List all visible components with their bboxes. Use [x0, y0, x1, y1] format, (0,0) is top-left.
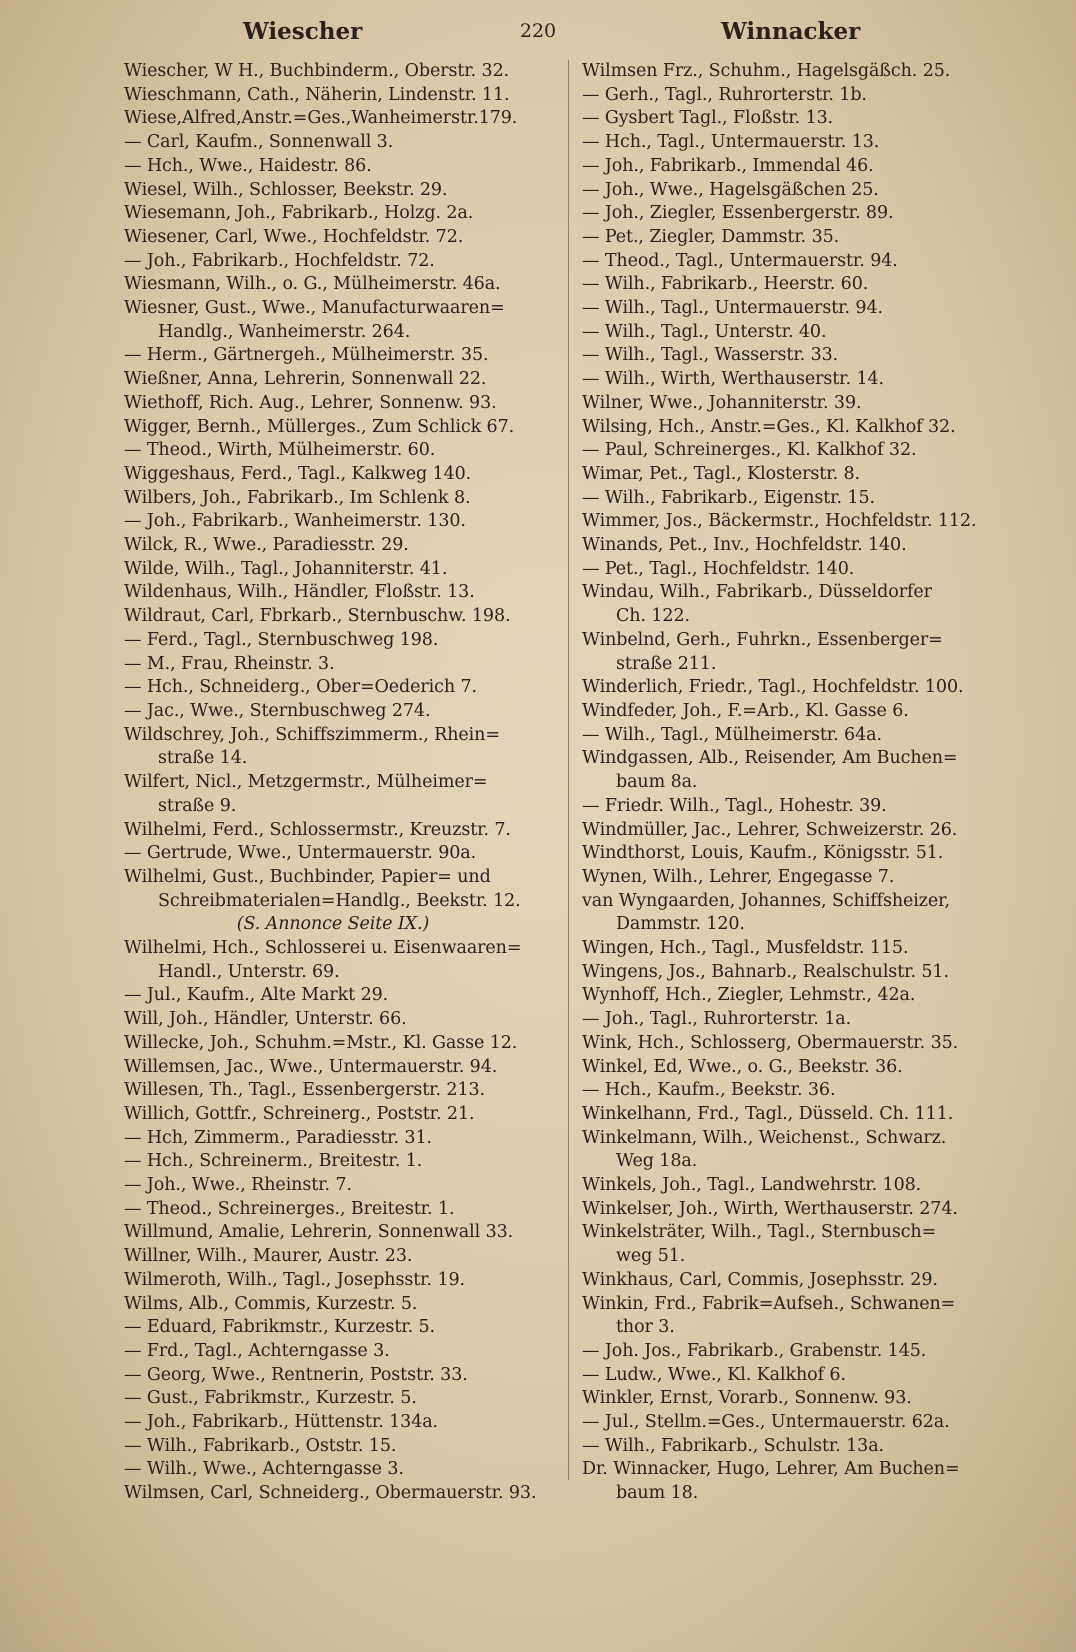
left-column — [124, 60, 542, 1506]
directory-entry — [124, 131, 542, 155]
directory-entry — [124, 771, 542, 818]
directory-entry — [124, 534, 542, 558]
directory-entry — [124, 487, 542, 511]
directory-entry — [124, 1364, 542, 1388]
entry-line: Wiesmann, Wilh., o. G., Mülheimerstr. 46a. — [124, 274, 501, 295]
entry-line: — Hch, Zimmerm., Paradiesstr. 31. — [124, 1127, 432, 1148]
directory-entry — [582, 1221, 1014, 1268]
directory-entry — [582, 1340, 1014, 1364]
directory-entry — [124, 510, 542, 534]
entry-line: Wiesener, Carl, Wwe., Hochfeldstr. 72. — [124, 226, 464, 247]
entry-line: — Hch., Schneiderg., Ober=Oederich 7. — [124, 677, 477, 698]
directory-entry — [582, 819, 1014, 843]
directory-entry — [582, 297, 1014, 321]
entry-line: — Pet., Ziegler, Dammstr. 35. — [582, 226, 840, 247]
entry-line: — Wilh., Fabrikarb., Oststr. 15. — [124, 1435, 397, 1456]
entry-line: Wilhelmi, Gust., Buchbinder, Papier= und — [124, 866, 491, 887]
directory-entry — [124, 819, 542, 843]
directory-entry — [124, 937, 542, 984]
entry-line: — Georg, Wwe., Rentnerin, Poststr. 33. — [124, 1364, 468, 1385]
directory-entry — [124, 1482, 542, 1506]
entry-line: Wilms, Alb., Commis, Kurzestr. 5. — [124, 1293, 418, 1314]
entry-line: Ch. 122. — [616, 606, 690, 627]
directory-entry — [582, 795, 1014, 819]
directory-entry — [124, 1458, 542, 1482]
entry-line: — Wilh., Tagl., Untermauerstr. 94. — [582, 298, 883, 319]
entry-line: Wilhelmi, Ferd., Schlossermstr., Kreuzstr. 7. — [124, 819, 511, 840]
directory-entry — [582, 392, 1014, 416]
entry-line: — Paul, Schreinerges., Kl. Kalkhof 32. — [582, 440, 917, 461]
entry-line: Wildraut, Carl, Fbrkarb., Sternbuschw. 198. — [124, 606, 511, 627]
entry-line: Wilmeroth, Wilh., Tagl., Josephsstr. 19. — [124, 1269, 465, 1290]
entry-line: Winkler, Ernst, Vorarb., Sonnenw. 93. — [582, 1388, 912, 1409]
entry-line: — Joh., Fabrikarb., Wanheimerstr. 130. — [124, 511, 466, 532]
directory-entry — [582, 463, 1014, 487]
entry-line: — Joh. Jos., Fabrikarb., Grabenstr. 145. — [582, 1340, 927, 1361]
entry-line: Winkel, Ed, Wwe., o. G., Beekstr. 36. — [582, 1056, 903, 1077]
entry-line: — M., Frau, Rheinstr. 3. — [124, 653, 335, 674]
directory-entry — [582, 866, 1014, 890]
directory-entry — [582, 1079, 1014, 1103]
entry-line: Wynhoff, Hch., Ziegler, Lehmstr., 42a. — [582, 985, 916, 1006]
directory-entry — [124, 202, 542, 226]
directory-entry — [124, 866, 542, 913]
directory-entry — [124, 605, 542, 629]
directory-entry — [582, 890, 1014, 937]
entry-line: Windfeder, Joh., F.=Arb., Kl. Gasse 6. — [582, 700, 909, 721]
directory-entry — [582, 1364, 1014, 1388]
entry-line: Dammstr. 120. — [616, 914, 745, 935]
entry-line: — Joh., Wwe., Rheinstr. 7. — [124, 1175, 352, 1196]
entry-line: — Theod., Wirth, Mülheimerstr. 60. — [124, 440, 436, 461]
entry-line: — Theod., Schreinerges., Breitestr. 1. — [124, 1198, 455, 1219]
directory-entry — [124, 1340, 542, 1364]
entry-line: Wimmer, Jos., Bäckermstr., Hochfeldstr. 112. — [582, 511, 977, 532]
directory-entry — [124, 155, 542, 179]
directory-entry — [124, 463, 542, 487]
directory-entry — [582, 700, 1014, 724]
directory-entry — [124, 1056, 542, 1080]
entry-line: — Gust., Fabrikmstr., Kurzestr. 5. — [124, 1388, 417, 1409]
entry-line: Wildenhaus, Wilh., Händler, Floßstr. 13. — [124, 582, 475, 603]
directory-entry — [124, 107, 542, 131]
directory-entry — [582, 984, 1014, 1008]
entry-line: Wingens, Jos., Bahnarb., Realschulstr. 51. — [582, 961, 949, 982]
entry-line: Wiese,Alfred,Anstr.=Ges.,Wanheimerstr.179. — [124, 108, 518, 129]
entry-line: Winkelsträter, Wilh., Tagl., Sternbusch= — [582, 1222, 937, 1243]
entry-line: — Hch., Tagl., Untermauerstr. 13. — [582, 132, 880, 153]
entry-line: Winbelnd, Gerh., Fuhrkn., Essenberger= — [582, 629, 943, 650]
directory-entry — [124, 629, 542, 653]
entry-line: Willecke, Joh., Schuhm.=Mstr., Kl. Gasse 12. — [124, 1032, 518, 1053]
entry-line: — Joh., Tagl., Ruhrorterstr. 1a. — [582, 1009, 852, 1030]
entry-line: Weg 18a. — [616, 1151, 698, 1172]
directory-entry — [124, 1245, 542, 1269]
entry-line: Wynen, Wilh., Lehrer, Engegasse 7. — [582, 866, 895, 887]
directory-entry — [582, 534, 1014, 558]
entry-line: Wilhelmi, Hch., Schlosserei u. Eisenwaaren= — [124, 938, 522, 959]
directory-entry — [582, 1103, 1014, 1127]
entry-line: — Hch., Kaufm., Beekstr. 36. — [582, 1080, 836, 1101]
entry-line: — Wilh., Fabrikarb., Eigenstr. 15. — [582, 487, 875, 508]
entry-line: (S. Annonce Seite IX.) — [236, 914, 430, 935]
directory-entry — [582, 1127, 1014, 1174]
entry-line: Windgassen, Alb., Reisender, Am Buchen= — [582, 748, 958, 769]
entry-line: — Theod., Tagl., Untermauerstr. 94. — [582, 250, 898, 271]
entry-line: Windau, Wilh., Fabrikarb., Düsseldorfer — [582, 582, 932, 603]
entry-line: Winderlich, Friedr., Tagl., Hochfeldstr. 100. — [582, 677, 964, 698]
directory-entry — [582, 487, 1014, 511]
entry-line: Will, Joh., Händler, Unterstr. 66. — [124, 1009, 407, 1030]
entry-line: Wilde, Wilh., Tagl., Johanniterstr. 41. — [124, 558, 448, 579]
directory-entry — [124, 581, 542, 605]
directory-entry — [582, 155, 1014, 179]
directory-entry — [582, 1056, 1014, 1080]
entry-line: — Pet., Tagl., Hochfeldstr. 140. — [582, 558, 855, 579]
entry-line: — Jul., Stellm.=Ges., Untermauerstr. 62a. — [582, 1412, 950, 1433]
entry-line: Handlg., Wanheimerstr. 264. — [158, 321, 411, 342]
directory-entry — [582, 1269, 1014, 1293]
entry-line: Wiescher, W H., Buchbinderm., Oberstr. 32. — [124, 61, 510, 81]
directory-entry — [124, 984, 542, 1008]
directory-entry — [124, 1103, 542, 1127]
directory-entry — [582, 321, 1014, 345]
entry-line: Wilmsen Frz., Schuhm., Hagelsgäßch. 25. — [582, 61, 951, 81]
directory-entry — [582, 60, 1014, 84]
directory-entry — [582, 1435, 1014, 1459]
entry-line: — Joh., Fabrikarb., Hochfeldstr. 72. — [124, 250, 435, 271]
directory-entry — [124, 700, 542, 724]
entry-line: Wilner, Wwe., Johanniterstr. 39. — [582, 392, 862, 413]
entry-line: baum 18. — [616, 1483, 699, 1504]
entry-line: Wiesemann, Joh., Fabrikarb., Holzg. 2a. — [124, 203, 474, 224]
entry-line: Wink, Hch., Schlosserg, Obermauerstr. 35. — [582, 1032, 959, 1053]
directory-entry — [582, 676, 1014, 700]
entry-line: — Gerh., Tagl., Ruhrorterstr. 1b. — [582, 84, 867, 105]
entry-line: Wildschrey, Joh., Schiffszimmerm., Rhein= — [124, 724, 500, 745]
entry-line: Winkin, Frd., Fabrik=Aufseh., Schwanen= — [582, 1293, 956, 1314]
directory-entry — [582, 842, 1014, 866]
entry-line: — Ferd., Tagl., Sternbuschweg 198. — [124, 629, 439, 650]
directory-entry — [582, 1198, 1014, 1222]
directory-entry — [582, 581, 1014, 628]
directory-entry — [582, 1387, 1014, 1411]
directory-entry — [124, 913, 542, 937]
entry-line: — Frd., Tagl., Achterngasse 3. — [124, 1340, 390, 1361]
directory-entry — [124, 250, 542, 274]
entry-line: Winkhaus, Carl, Commis, Josephsstr. 29. — [582, 1269, 938, 1290]
directory-entry — [582, 84, 1014, 108]
directory-entry — [124, 226, 542, 250]
directory-entry — [582, 1032, 1014, 1056]
page-number: 220 — [519, 20, 557, 42]
header-right-name: Winnacker — [721, 18, 861, 45]
entry-line: weg 51. — [616, 1246, 686, 1267]
entry-line: — Joh., Fabrikarb., Hüttenstr. 134a. — [124, 1412, 439, 1433]
directory-entry — [582, 937, 1014, 961]
entry-line: Winkelmann, Wilh., Weichenst., Schwarz. — [582, 1127, 947, 1148]
entry-line: Winands, Pet., Inv., Hochfeldstr. 140. — [582, 535, 907, 556]
directory-entry — [124, 1198, 542, 1222]
directory-entry — [124, 368, 542, 392]
directory-entry — [582, 131, 1014, 155]
directory-entry — [582, 961, 1014, 985]
entry-line: Willner, Wilh., Maurer, Austr. 23. — [124, 1246, 413, 1267]
entry-line: — Eduard, Fabrikmstr., Kurzestr. 5. — [124, 1317, 436, 1338]
directory-entry — [582, 107, 1014, 131]
entry-line: — Gertrude, Wwe., Untermauerstr. 90a. — [124, 843, 477, 864]
entry-line: Winkels, Joh., Tagl., Landwehrstr. 108. — [582, 1175, 922, 1196]
entry-line: — Wilh., Wirth, Werthauserstr. 14. — [582, 369, 884, 390]
entry-line: Windmüller, Jac., Lehrer, Schweizerstr. 26. — [582, 819, 958, 840]
directory-entry — [124, 1032, 542, 1056]
directory-entry — [124, 344, 542, 368]
directory-entry — [124, 179, 542, 203]
entry-line: Wilck, R., Wwe., Paradiesstr. 29. — [124, 535, 409, 556]
entry-line: Wiesel, Wilh., Schlosser, Beekstr. 29. — [124, 179, 448, 200]
directory-entry — [582, 747, 1014, 794]
entry-line: Wießner, Anna, Lehrerin, Sonnenwall 22. — [124, 369, 487, 390]
entry-line: — Hch., Schreinerm., Breitestr. 1. — [124, 1151, 423, 1172]
directory-entry — [124, 558, 542, 582]
entry-line: — Wilh., Wwe., Achterngasse 3. — [124, 1459, 404, 1480]
entry-line: — Joh., Wwe., Hagelsgäßchen 25. — [582, 179, 879, 200]
entry-line: Wilsing, Hch., Anstr.=Ges., Kl. Kalkhof 32. — [582, 416, 956, 437]
entry-line: Winkelhann, Frd., Tagl., Düsseld. Ch. 111. — [582, 1103, 954, 1124]
entry-line: baum 8a. — [616, 772, 698, 793]
directory-entry — [582, 1008, 1014, 1032]
directory-entry — [582, 416, 1014, 440]
directory-entry — [124, 1127, 542, 1151]
directory-entry — [124, 676, 542, 700]
directory-entry — [582, 179, 1014, 203]
entry-line: — Jul., Kaufm., Alte Markt 29. — [124, 985, 389, 1006]
entry-line: Willich, Gottfr., Schreinerg., Poststr. 21. — [124, 1103, 475, 1124]
directory-entry — [582, 344, 1014, 368]
entry-line: straße 14. — [158, 748, 248, 769]
entry-line: straße 211. — [616, 653, 717, 674]
directory-entry — [124, 1316, 542, 1340]
directory-entry — [124, 842, 542, 866]
directory-entry — [582, 1293, 1014, 1340]
entry-line: — Ludw., Wwe., Kl. Kalkhof 6. — [582, 1364, 846, 1385]
directory-entry — [124, 60, 542, 84]
directory-entry — [124, 1269, 542, 1293]
directory-entry — [582, 629, 1014, 676]
directory-entry — [124, 297, 542, 344]
directory-entry — [582, 1174, 1014, 1198]
entry-line: Wilbers, Joh., Fabrikarb., Im Schlenk 8. — [124, 487, 471, 508]
entry-line: Dr. Winnacker, Hugo, Lehrer, Am Buchen= — [582, 1459, 960, 1480]
entry-line: — Friedr. Wilh., Tagl., Hohestr. 39. — [582, 795, 887, 816]
entry-line: — Wilh., Tagl., Mülheimerstr. 64a. — [582, 724, 882, 745]
entry-line: Wieschmann, Cath., Näherin, Lindenstr. 11. — [124, 84, 510, 105]
directory-entry — [582, 226, 1014, 250]
page-header — [0, 18, 1076, 54]
entry-line: Wingen, Hch., Tagl., Musfeldstr. 115. — [582, 938, 909, 959]
directory-entry — [124, 1221, 542, 1245]
entry-line: Wilmsen, Carl, Schneiderg., Obermauerstr. 93. — [124, 1483, 537, 1504]
directory-entry — [582, 510, 1014, 534]
directory-entry — [582, 1411, 1014, 1435]
entry-line: Wigger, Bernh., Müllerges., Zum Schlick 67. — [124, 416, 515, 437]
entry-line: Wiesner, Gust., Wwe., Manufacturwaaren= — [124, 298, 505, 319]
directory-entry — [124, 392, 542, 416]
entry-line: — Hch., Wwe., Haidestr. 86. — [124, 155, 372, 176]
entry-line: straße 9. — [158, 795, 237, 816]
directory-entry — [124, 1079, 542, 1103]
directory-entry — [124, 416, 542, 440]
directory-entry — [124, 439, 542, 463]
entry-line: — Wilh., Tagl., Unterstr. 40. — [582, 321, 827, 342]
directory-entry — [124, 1008, 542, 1032]
directory-entry — [582, 250, 1014, 274]
directory-entry — [582, 368, 1014, 392]
entry-line: — Jac., Wwe., Sternbuschweg 274. — [124, 700, 431, 721]
directory-entry — [582, 724, 1014, 748]
column-divider — [568, 60, 569, 1480]
directory-entry — [124, 1387, 542, 1411]
entry-line: van Wyngaarden, Johannes, Schiffsheizer, — [582, 890, 950, 911]
entry-line: — Gysbert Tagl., Floßstr. 13. — [582, 108, 834, 129]
directory-entry — [124, 1435, 542, 1459]
entry-line: — Carl, Kaufm., Sonnenwall 3. — [124, 132, 394, 153]
entry-line: Wiethoff, Rich. Aug., Lehrer, Sonnenw. 93. — [124, 392, 497, 413]
entry-line: Wilfert, Nicl., Metzgermstr., Mülheimer= — [124, 772, 488, 793]
entry-line: Willmund, Amalie, Lehrerin, Sonnenwall 33. — [124, 1222, 514, 1243]
directory-entry — [124, 1174, 542, 1198]
entry-line: Schreibmaterialen=Handlg., Beekstr. 12. — [158, 890, 521, 911]
entry-line: Willesen, Th., Tagl., Essenbergerstr. 213. — [124, 1080, 485, 1101]
directory-entry — [124, 1411, 542, 1435]
directory-entry — [124, 273, 542, 297]
entry-line: — Herm., Gärtnergeh., Mülheimerstr. 35. — [124, 345, 489, 366]
directory-entry — [124, 84, 542, 108]
entry-line: Windthorst, Louis, Kaufm., Königsstr. 51. — [582, 843, 944, 864]
directory-entry — [582, 439, 1014, 463]
entry-line: — Joh., Fabrikarb., Immendal 46. — [582, 155, 874, 176]
right-column — [582, 60, 1014, 1506]
entry-line: — Wilh., Tagl., Wasserstr. 33. — [582, 345, 839, 366]
directory-entry — [124, 653, 542, 677]
directory-entry — [582, 1458, 1014, 1505]
directory-entry — [582, 202, 1014, 226]
entry-line: Wimar, Pet., Tagl., Klosterstr. 8. — [582, 463, 860, 484]
directory-entry — [124, 1293, 542, 1317]
directory-entry — [582, 558, 1014, 582]
entry-line: — Wilh., Fabrikarb., Heerstr. 60. — [582, 274, 869, 295]
directory-entry — [124, 724, 542, 771]
entry-line: Winkelser, Joh., Wirth, Werthauserstr. 274. — [582, 1198, 958, 1219]
directory-entry — [124, 1150, 542, 1174]
header-left-name: Wiescher — [243, 18, 363, 45]
directory-entry — [582, 273, 1014, 297]
entry-line: — Wilh., Fabrikarb., Schulstr. 13a. — [582, 1435, 885, 1456]
entry-line: Wiggeshaus, Ferd., Tagl., Kalkweg 140. — [124, 463, 472, 484]
entry-line: — Joh., Ziegler, Essenbergerstr. 89. — [582, 203, 894, 224]
entry-line: thor 3. — [616, 1317, 675, 1338]
entry-line: Handl., Unterstr. 69. — [158, 961, 340, 982]
entry-line: Willemsen, Jac., Wwe., Untermauerstr. 94. — [124, 1056, 498, 1077]
